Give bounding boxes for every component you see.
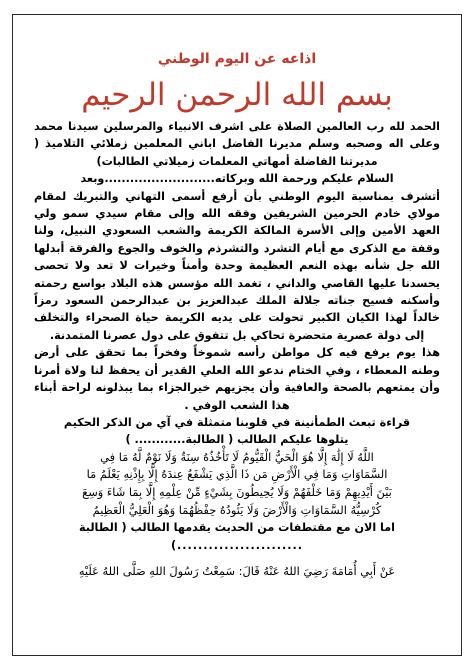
- hadith-intro: اما الان مع مقتطفات من الحديث يقدمها الطالب ( الطالبة: [78, 521, 396, 535]
- verse-line: كُرْسِيُّهُ السَّمَاوَاتِ وَالْأَرْضَ وَلَا يَئُودُهُ حِفْظُهُمَا وَهُوَ الْعَلِيُّ الْعَظِيمُ: [92, 502, 382, 517]
- greeting-paragraph: الحمد لله رب العالمين الصلاة على اشرف الانبياء والمرسلين سيدنا محمد وعلى اله وصحبه وسلم مديرنا الفاضل اباني المعلمين زملائي التلاميذ ( مديرتنا الفاضلة أمهاتي المعلمات زميلاتي الطالبات): [34, 120, 440, 168]
- hadith-presenter-dots: ........................): [170, 538, 304, 552]
- main-paragraph: أتشرف بمناسبة اليوم الوطني بأن أرفع أسمى التهاني والتبريك لمقام مولاي خادم الحرمين الشريفين وفقه الله وإلى مقام سيدي سمو ولي العهد الأمين وإلى الأسرة المالكة الكريمة والشعب السعودي النبيل، ولنا وقفة مع الذكرى مع أيام التشرد والتشرذم والخوف والجوع والفرقة أبدلها الله جل شأنه بهذه النعم العظيمة وحدة وأمناً وخيرات لا تعد ولا تحصى يحسدنا عليها القاصي والداني ، تغمد الله مؤسس هذه البلاد بواسع رحمته وأسكنه فسيح جناته جلالة الملك عبدالعزيز بن عبدالرحمن السعود رمزاً خالداً لهذا الكيان الكبير تحولت على يديه الكريمة حياة الصحراء والتخلف إلى دولة عصرية متحضرة تحاكي بل تتفوق على دول عصرنا المتمدنة.: [34, 189, 440, 342]
- document-body: [34, 40, 440, 580]
- salam-line: السلام عليكم ورحمة الله وبركاته..........................وبعد: [80, 172, 394, 186]
- quran-presenter: يتلوها عليكم الطالب ( الطالبة............ ): [125, 433, 349, 447]
- verse-line: السَّمَاوَاتِ وَمَا فِي الْأَرْضِ مَن ذَا الَّذِي يَشْفَعُ عِندَهُ إِلَّا بِإِذْنِهِ يَعْلَمُ مَا: [86, 467, 388, 482]
- verse-line: اللَّهُ لَا إِلَٰهَ إِلَّا هُوَ الْحَيُّ الْقَيُّومُ لَا تَأْخُذُهُ سِنَةٌ وَلَا نَوْمٌ لَّهُ مَا فِي: [100, 449, 374, 464]
- quran-intro: قراءة تبعث الطمأنينة في قلوبنا متمثلة في آي من الذكر الحكيم: [63, 415, 411, 429]
- basmala: بسم الله الرحمن الرحيم: [81, 77, 393, 113]
- closing-paragraph: هذا يوم يرفع فيه كل مواطن رأسه شموخاً وفخراً بما تحقق على أرض وطنه المعطاء ، وفي الختام ندعو الله العلي القدير أن يحفظ لنا ولاة أمرنا وأن يمتعهم بالصحة والعافية وأن يجزيهم خيرالجزاء بما يبذلونه لراحة أبناء هذا الشعب الوفي .: [34, 346, 440, 412]
- page-title: اذاعه عن اليوم الوطني: [157, 51, 317, 67]
- verse-line: بَيْنَ أَيْدِيهِمْ وَمَا خَلْفَهُمْ وَلَا يُحِيطُونَ بِشَيْءٍ مِّنْ عِلْمِهِ إِلَّا بِمَا شَاءَ وَسِعَ: [82, 484, 392, 499]
- hadith-text: عَنْ أَبِي أُمَامَةَ رَضِيَ اللهُ عَنْهُ قَالَ: سَمِعْتُ رَسُولَ اللهِ صَلَّى اللهُ عَلَيْهِ: [78, 563, 396, 578]
